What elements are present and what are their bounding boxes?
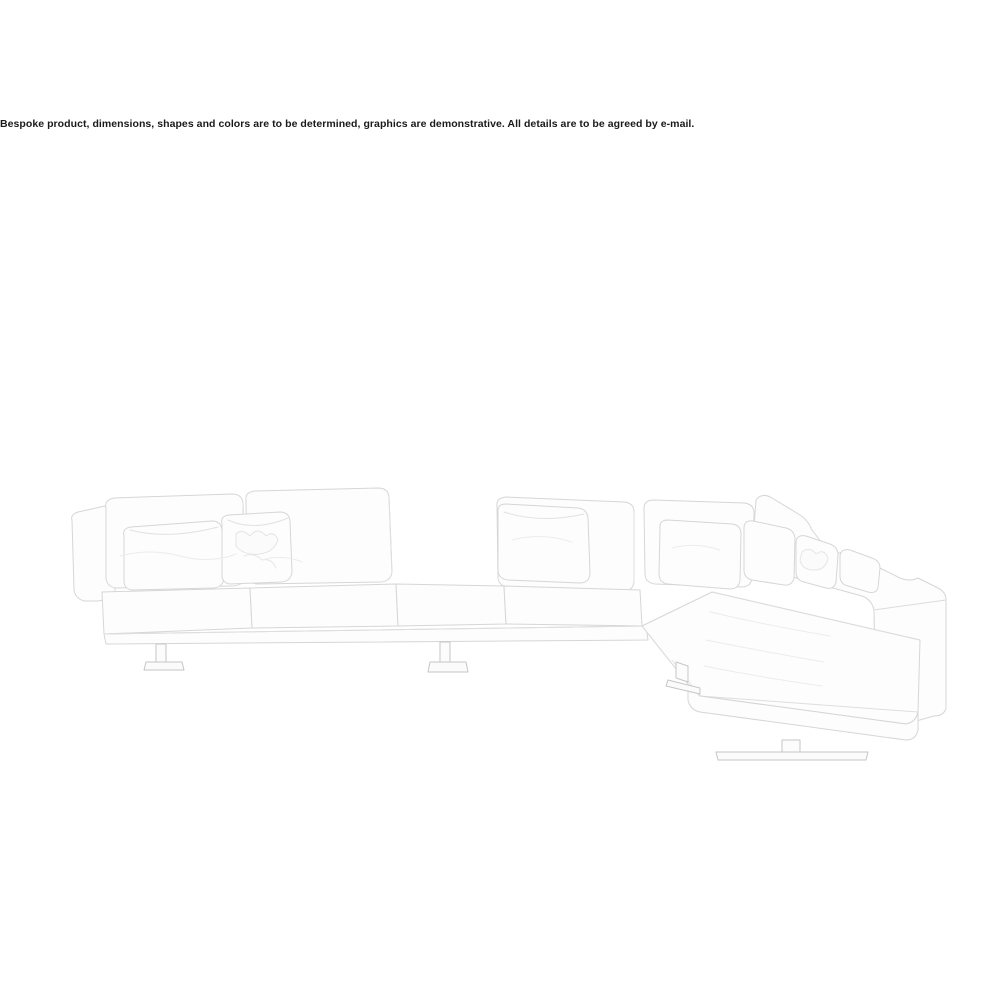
corner-seat-module (642, 592, 920, 724)
seat-cushion-far-right (504, 586, 642, 626)
sofa-front-rail (104, 626, 648, 644)
seat-cushion-left (102, 588, 252, 634)
fabric-texture (120, 536, 830, 686)
left-arm (72, 506, 115, 601)
scatter-pillow-4 (659, 520, 741, 589)
right-back-cushion (497, 497, 634, 591)
disclaimer-text: Bespoke product, dimensions, shapes and colors are to be determined, graphics are demonstrative. All details are to be agreed by e-mail. (0, 118, 695, 130)
seat-cushion-right (396, 584, 506, 626)
scatter-pillow-3 (498, 504, 590, 583)
seat-cushion-center (250, 584, 398, 628)
scatter-pillow-6 (796, 536, 838, 589)
scatter-pillow-7 (840, 550, 880, 593)
right-arm (752, 495, 946, 730)
scatter-pillow-1 (124, 521, 224, 590)
scatter-pillow-5 (744, 521, 795, 585)
metal-foot-corner (716, 740, 868, 760)
metal-foot-center (428, 642, 468, 672)
metal-foot-left (144, 644, 184, 670)
left-back-cushion (106, 494, 245, 588)
center-back-cushion (246, 488, 392, 584)
corner-module-front-face (688, 684, 918, 740)
corner-back-cushion (644, 500, 754, 587)
scatter-pillow-2 (222, 512, 292, 584)
metal-foot-right-rear (666, 662, 700, 694)
